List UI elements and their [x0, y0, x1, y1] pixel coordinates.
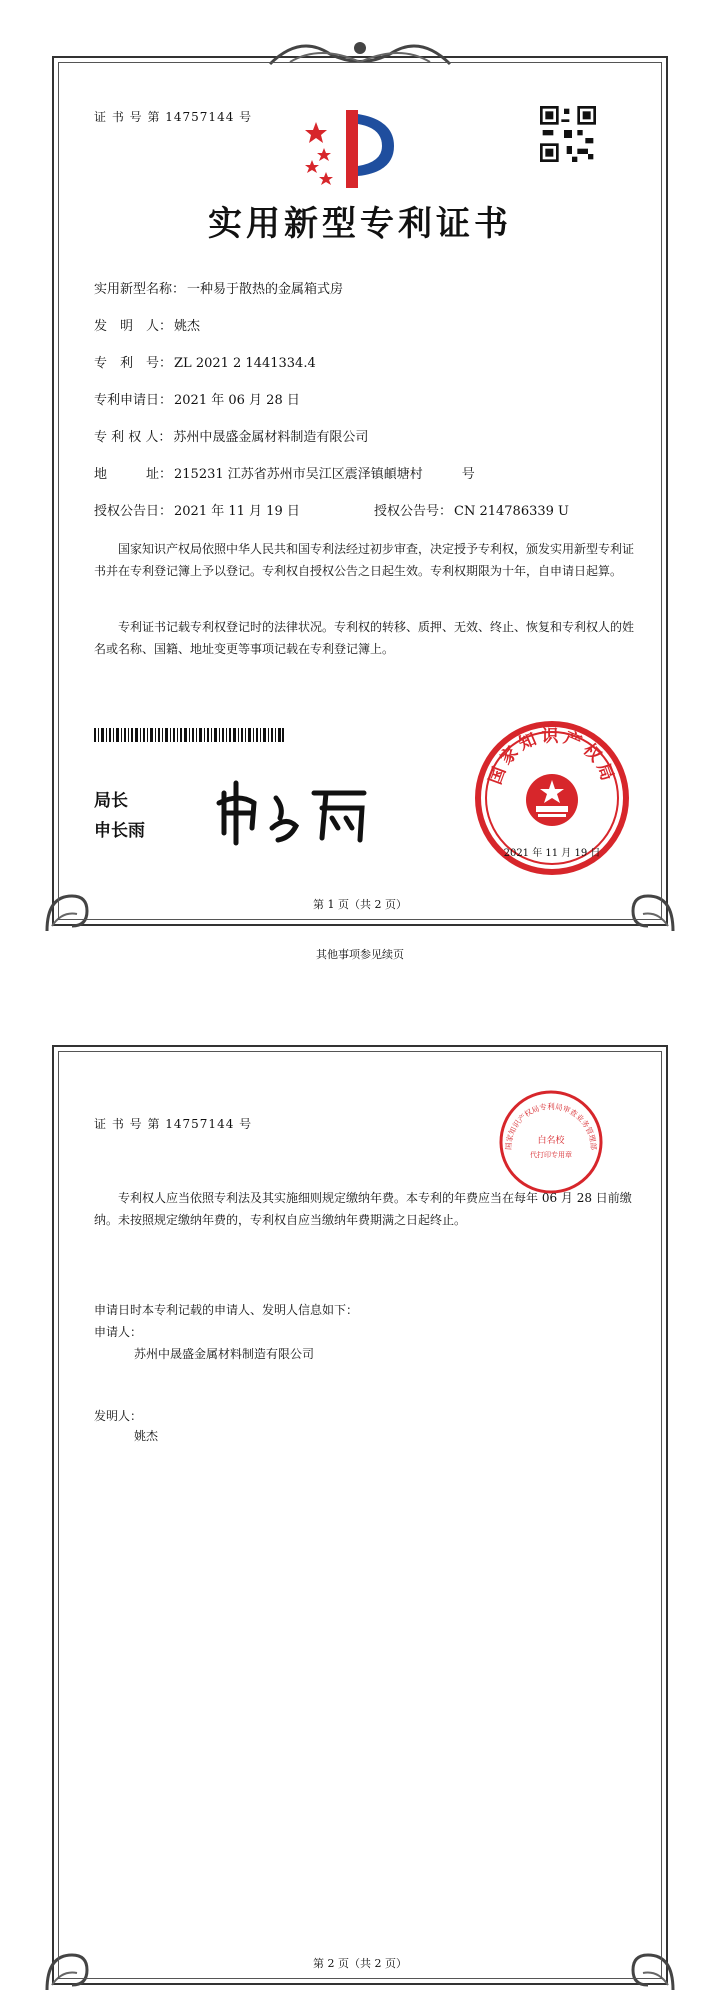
agency-seal [496, 1087, 606, 1197]
field-application-date [94, 389, 300, 408]
field-label: 授权公告日： [94, 504, 173, 519]
field-announcement-number [374, 500, 569, 519]
certificate-number: 证 书 号 第 14757144 号 [94, 110, 253, 124]
seal-center-text: 白名校 [537, 1136, 565, 1146]
field-address [94, 463, 475, 482]
field-value: ZL 2021 2 1441334.4 [174, 356, 316, 371]
field-label: 专利申请日： [94, 393, 173, 408]
official-seal [472, 718, 632, 878]
director-name: 申长雨 [94, 821, 145, 841]
certificate-title: 实用新型专利证书 [208, 204, 512, 244]
certificate-page-2 [52, 1045, 668, 1985]
field-label: 专 利 号： [94, 356, 173, 371]
certificate-page-1 [52, 56, 668, 926]
field-utility-model-name [94, 278, 343, 297]
info-heading: 申请日时本专利记载的申请人、发明人信息如下： [94, 1303, 359, 1317]
field-value: 2021 年 11 月 19 日 [174, 504, 300, 519]
qr-code-icon [540, 106, 596, 162]
field-inventor [94, 315, 200, 334]
director-signature [214, 778, 374, 848]
certificate-number: 证 书 号 第 14757144 号 [94, 1117, 253, 1131]
director-title: 局长 [94, 791, 128, 811]
inventor-value: 姚杰 [134, 1429, 159, 1443]
grant-paragraph: 国家知识产权局依照中华人民共和国专利法经过初步审查，决定授予专利权，颁发实用新型专利证书并在专利登记簿上予以登记。专利权自授权公告之日起生效。专利权期限为十年，自申请日起算。 [94, 542, 635, 578]
continuation-notice: 其他事项参见续页 [316, 948, 404, 961]
top-ornament [260, 34, 460, 74]
field-value: 苏州中晟盛金属材料制造有限公司 [173, 430, 369, 445]
field-value: 2021 年 06 月 28 日 [174, 393, 300, 408]
legal-status-paragraph: 专利证书记载专利权登记时的法律状况。专利权的转移、质押、无效、终止、恢复和专利权人的姓名或名称、国籍、地址变更等事项记载在专利登记簿上。 [94, 620, 635, 656]
applicant-label: 申请人： [94, 1325, 143, 1339]
field-patent-number [94, 352, 316, 371]
seal-date: 2021 年 11 月 19 日 [503, 848, 601, 859]
inventor-label: 发明人： [94, 1409, 143, 1423]
field-label: 实用新型名称： [94, 282, 186, 297]
barcode-icon [94, 728, 284, 742]
field-value: 一种易于散热的金属箱式房 [187, 282, 344, 297]
annual-fee-paragraph: 专利权人应当依照专利法及其实施细则规定缴纳年费。本专利的年费应当在每年 06 月 28 日前缴纳。未按照规定缴纳年费的，专利权自应当缴纳年费期满之日起终止。 [94, 1191, 632, 1227]
page-number: 第 1 页（共 2 页） [313, 898, 407, 911]
field-announcement-date [94, 500, 300, 519]
seal-text: 国家知识产权局 [485, 726, 619, 788]
field-label: 发 明 人： [94, 319, 173, 334]
page-number: 第 2 页（共 2 页） [313, 1957, 407, 1970]
cnipa-logo-icon [294, 102, 404, 192]
field-label: 授权公告号： [374, 504, 453, 519]
field-value: 215231 江苏省苏州市吴江区震泽镇頔塘村 号 [174, 467, 475, 482]
field-value: CN 214786339 U [454, 504, 569, 519]
field-value: 姚杰 [174, 319, 201, 334]
field-label: 地 址： [94, 467, 173, 482]
seal-center-text-2: 代打印专用章 [530, 1151, 572, 1159]
applicant-value: 苏州中晟盛金属材料制造有限公司 [134, 1347, 315, 1361]
national-emblem-icon [526, 774, 578, 826]
field-label: 专 利 权 人： [94, 430, 172, 445]
seal-text: 国家知识产权局专利局审查业务管理部 [503, 1102, 599, 1151]
field-patentee [94, 426, 368, 445]
